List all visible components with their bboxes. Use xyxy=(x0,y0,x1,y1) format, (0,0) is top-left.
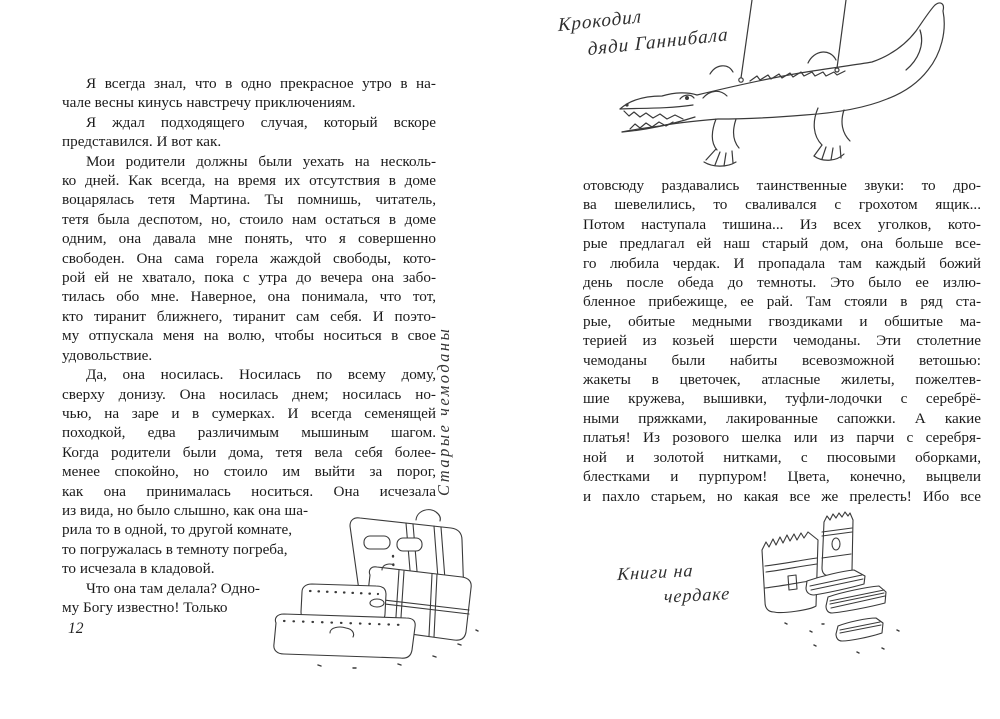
text-line: терией из козьей шерсти чемоданы. Эти столетние xyxy=(583,332,981,350)
text-line: ко дней. Как всегда, на время их отсутствия в доме xyxy=(62,172,436,190)
handwritten-caption-books xyxy=(615,556,732,612)
suitcases-illustration xyxy=(258,480,508,670)
caption-books-line2: чердаке xyxy=(663,583,731,607)
text-line: удовольствие. xyxy=(62,346,153,364)
text-line: рые предлагал ей наш старый дом, она больше все- xyxy=(583,235,981,253)
text-line: платья! Из розового шелка или из парчи с серебря- xyxy=(583,429,981,447)
paragraph xyxy=(583,176,981,506)
text-line: му отпускала меня на волю, чтобы носиться в свое xyxy=(62,327,436,345)
text-line: чью, на заре и в сумерках. И всегда семенящей xyxy=(62,404,436,422)
text-line: бленное прибежище, ее рай. Там стояли в ряд ста- xyxy=(583,293,981,311)
text-line: менее спокойно, но стоило им выйти за порог, xyxy=(62,463,436,481)
caption-crocodile-line1: Крокодил xyxy=(558,6,642,37)
text-line: Я всегда знал, что в одно прекрасное утро в на- xyxy=(86,75,436,92)
text-line: Мои родители должны были уехать на несколь- xyxy=(86,152,436,170)
text-line: шие кружева, вышивки, туфли-лодочки с серебрё- xyxy=(583,390,981,408)
text-line: рила то в одной, то другой комнате, xyxy=(62,521,293,539)
rope-icon xyxy=(741,0,752,78)
text-line: чемоданы были набиты всевозможной ветошью: xyxy=(583,351,981,369)
text-line: и пахло старьем, но какая все же прелесть! Ибо все xyxy=(583,487,981,505)
paragraph xyxy=(62,74,436,113)
text-line: рые, обитые медными гвоздиками и обшитые ма- xyxy=(583,312,981,330)
text-line: Да, она носилась. Носилась по всему дому, xyxy=(86,366,436,384)
crocodile-illustration xyxy=(600,0,1000,175)
text-line: день после обеда до темноты. Это было ее излю- xyxy=(583,274,981,292)
caption-books-line1: Книги на xyxy=(616,560,695,585)
text-line: кто тиранит ближнего, тиранит сам себя. И поэто- xyxy=(62,307,436,325)
text-line: отовсюду раздавались таинственные звуки: то дро- xyxy=(583,177,981,194)
text-line: походкой, едва различимым мышиным шагом. xyxy=(62,424,436,442)
right-page-text-column xyxy=(583,176,981,506)
paragraph xyxy=(62,113,436,152)
paragraph xyxy=(62,152,436,365)
text-line: одним, она давала мне понять, что я совершенно xyxy=(62,230,436,248)
text-line: Что она там делала? Одно- xyxy=(86,579,260,597)
text-line: Когда родители были дома, тетя вела себя более- xyxy=(62,443,436,461)
handwritten-caption-suitcases: Старые чемоданы xyxy=(434,326,453,496)
text-line: тетя была деспотом, но, стоило нам остаться в доме xyxy=(62,210,436,228)
text-line: Потом наступала тишина... Из всех уголков, кото- xyxy=(583,215,981,233)
text-line: тилась обо мне. Наверное, она понимала, что тот, xyxy=(62,288,436,306)
text-line: из вида, но было слышно, как она ша- xyxy=(62,501,309,519)
text-line: то погружалась в темноту погреба, xyxy=(62,540,288,558)
rope-icon xyxy=(837,0,846,68)
text-line: сверху донизу. Она носилась днем; носилась но- xyxy=(62,385,436,403)
text-line: Я ждал подходящего случая, который вскоре xyxy=(86,113,436,131)
text-line: ва шевелились, то сваливался с грохотом ящик... xyxy=(583,196,981,214)
text-line: му Богу известно! Только xyxy=(62,598,228,616)
text-line: ными пряжками, лакированные сапожки. А какие xyxy=(583,409,981,427)
text-line: го любила чердак. И пропадала там каждый божий xyxy=(583,254,981,272)
text-line: свободен. Она сама горела жаждой свободы, кото- xyxy=(62,249,436,267)
caption-crocodile-line2: дяди Ганнибала xyxy=(587,24,729,61)
text-line: чале весны кинусь навстречу приключениям. xyxy=(62,94,356,112)
text-line: ной и золотой нитками, с пюсовыми оборками, xyxy=(583,448,981,466)
text-line: то исчезала в кладовой. xyxy=(62,560,215,578)
text-line: представился. И вот как. xyxy=(62,133,222,151)
text-line: воцарялась тетя Мартина. Ты помнишь, читатель, xyxy=(62,191,436,209)
text-line: блестками и пурпуром! Цвета, конечно, выцвели xyxy=(583,468,981,486)
text-line: как она принималась носиться. Она исчезала xyxy=(62,482,436,500)
text-line: рой ей не хватало, пока с утра до вечера она забо- xyxy=(62,269,436,287)
page-number: 12 xyxy=(68,620,84,637)
books-illustration xyxy=(752,500,997,668)
text-line: жакеты в цветочек, атласные жилеты, пожелтев- xyxy=(583,371,981,389)
